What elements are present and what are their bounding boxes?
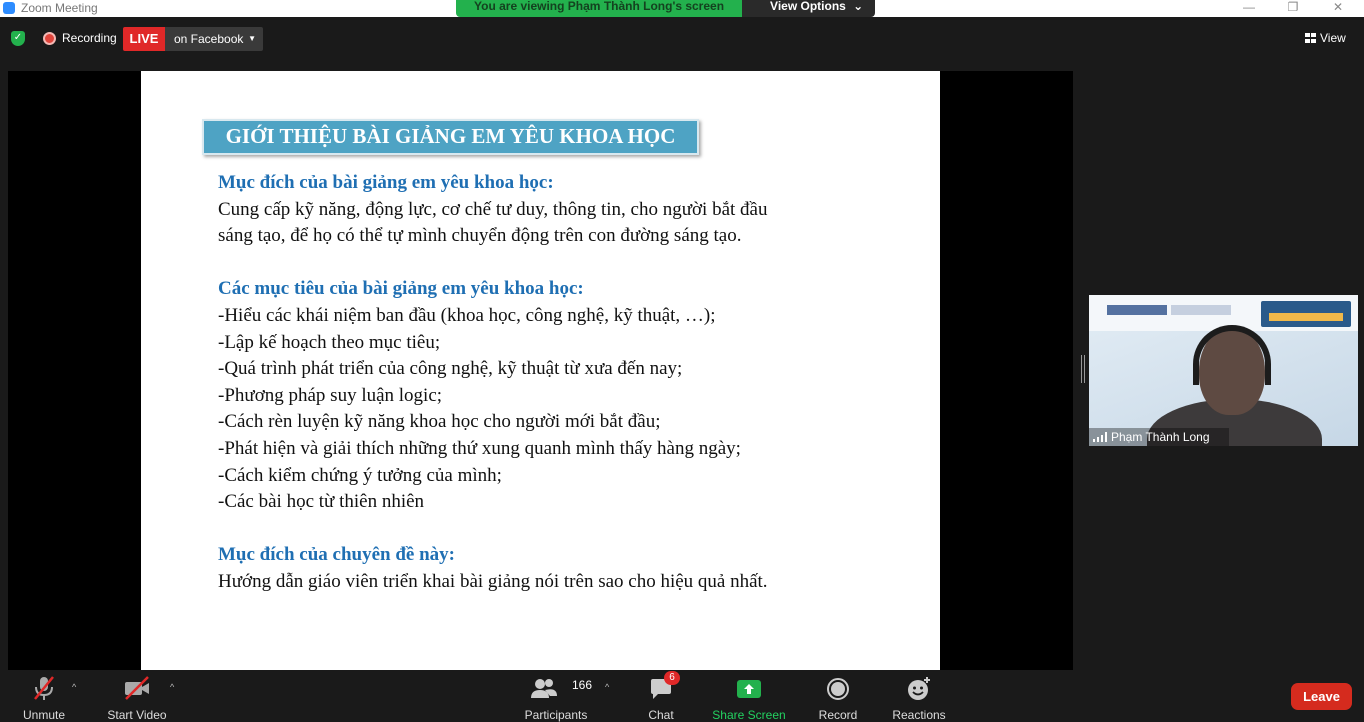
screen-share-banner bbox=[456, 0, 875, 17]
meeting-toolbar bbox=[0, 670, 1364, 720]
participants-icon bbox=[530, 674, 558, 702]
slide-list-item: -Phương pháp suy luận logic; bbox=[218, 384, 443, 406]
encryption-shield-icon[interactable]: ✓ bbox=[11, 31, 25, 46]
viewing-screen-text: You are viewing Phạm Thành Long's screen bbox=[456, 0, 742, 17]
record-label: Record bbox=[818, 708, 858, 722]
live-destination-label: on Facebook bbox=[174, 32, 244, 46]
view-options-label: View Options bbox=[770, 0, 846, 13]
view-options-button[interactable] bbox=[742, 0, 875, 17]
start-video-button[interactable] bbox=[104, 674, 170, 722]
event-badge-stripe bbox=[1269, 313, 1343, 321]
live-badge: LIVE bbox=[123, 27, 165, 51]
muted-microphone-icon bbox=[30, 674, 58, 702]
participants-count: 166 bbox=[572, 678, 593, 692]
unmute-label: Unmute bbox=[22, 708, 66, 722]
meeting-topbar bbox=[0, 17, 1364, 61]
view-label: View bbox=[1320, 31, 1346, 45]
record-button[interactable] bbox=[816, 674, 860, 722]
participant-name: Phạm Thành Long bbox=[1111, 430, 1210, 444]
reactions-label: Reactions bbox=[892, 708, 946, 722]
zoom-logo-icon bbox=[3, 2, 15, 14]
slide-title: GIỚI THIỆU BÀI GIẢNG EM YÊU KHOA HỌC bbox=[202, 119, 699, 155]
slide-list-item: -Phát hiện và giải thích những thứ xung quanh mình thấy hàng ngày; bbox=[218, 437, 741, 459]
university-logo bbox=[1107, 305, 1167, 315]
slide-line: sáng tạo, để họ có thể tự mình chuyển động trên con đường sáng tạo. bbox=[218, 225, 742, 247]
reactions-smiley-icon bbox=[906, 676, 932, 702]
grid-view-icon bbox=[1305, 33, 1316, 43]
reactions-button[interactable] bbox=[890, 674, 948, 722]
panel-resize-handle[interactable] bbox=[1081, 355, 1085, 383]
slide-heading-objectives: Các mục tiêu của bài giảng em yêu khoa học: bbox=[218, 278, 584, 300]
chat-unread-badge: 6 bbox=[664, 671, 680, 685]
slide-list-item: -Lập kế hoạch theo mục tiêu; bbox=[218, 331, 441, 353]
video-off-icon bbox=[122, 674, 152, 702]
slide-heading-topic-purpose: Mục đích của chuyên đề này: bbox=[218, 544, 455, 566]
share-screen-icon bbox=[736, 678, 762, 702]
dropdown-caret-icon: ▼ bbox=[248, 34, 256, 43]
window-title: Zoom Meeting bbox=[21, 1, 98, 15]
presentation-slide bbox=[141, 71, 940, 670]
participant-video-tile[interactable] bbox=[1089, 295, 1358, 446]
slide-list-item: -Cách rèn luyện kỹ năng khoa học cho người mới bắt đầu; bbox=[218, 411, 661, 433]
view-layout-button[interactable] bbox=[1305, 31, 1346, 45]
chevron-down-icon: ⌄ bbox=[853, 0, 864, 13]
recording-dot-icon bbox=[43, 32, 56, 45]
chat-button[interactable] bbox=[643, 674, 679, 722]
close-window-button[interactable]: ✕ bbox=[1332, 0, 1344, 14]
start-video-label: Start Video bbox=[107, 708, 167, 722]
live-destination-dropdown[interactable] bbox=[165, 27, 263, 51]
recording-indicator: Recording bbox=[62, 31, 117, 45]
slide-body bbox=[218, 170, 918, 596]
restore-button[interactable]: ❐ bbox=[1287, 0, 1299, 14]
slide-list-item: -Các bài học từ thiên nhiên bbox=[218, 491, 425, 513]
slide-list-item: -Hiểu các khái niệm ban đầu (khoa học, công nghệ, kỹ thuật, …); bbox=[218, 304, 716, 326]
minimize-button[interactable]: — bbox=[1243, 0, 1255, 14]
share-screen-button[interactable] bbox=[712, 674, 786, 722]
slide-list-item: -Quá trình phát triển của công nghệ, kỹ thuật từ xưa đến nay; bbox=[218, 358, 683, 380]
video-options-caret[interactable]: ^ bbox=[170, 682, 175, 692]
slide-line: Hướng dẫn giáo viên triển khai bài giảng nói trên sao cho hiệu quả nhất. bbox=[218, 570, 768, 592]
record-icon bbox=[826, 677, 850, 701]
slide-heading-purpose: Mục đích của bài giảng em yêu khoa học: bbox=[218, 172, 554, 193]
participants-options-caret[interactable]: ^ bbox=[605, 682, 610, 692]
slide-line: Cung cấp kỹ năng, động lực, cơ chế tư duy, thông tin, cho người bắt đầu bbox=[218, 198, 768, 220]
sponsor-logos bbox=[1171, 305, 1231, 315]
leave-meeting-button[interactable]: Leave bbox=[1291, 683, 1352, 710]
unmute-button[interactable] bbox=[20, 674, 68, 722]
participants-button[interactable] bbox=[522, 674, 593, 722]
slide-list-item: -Cách kiểm chứng ý tưởng của mình; bbox=[218, 464, 502, 486]
participants-label: Participants bbox=[524, 708, 588, 722]
chat-label: Chat bbox=[648, 708, 674, 722]
participant-name-tag bbox=[1089, 428, 1229, 446]
share-screen-label: Share Screen bbox=[712, 708, 786, 722]
audio-options-caret[interactable]: ^ bbox=[72, 682, 77, 692]
signal-strength-icon bbox=[1093, 432, 1107, 442]
